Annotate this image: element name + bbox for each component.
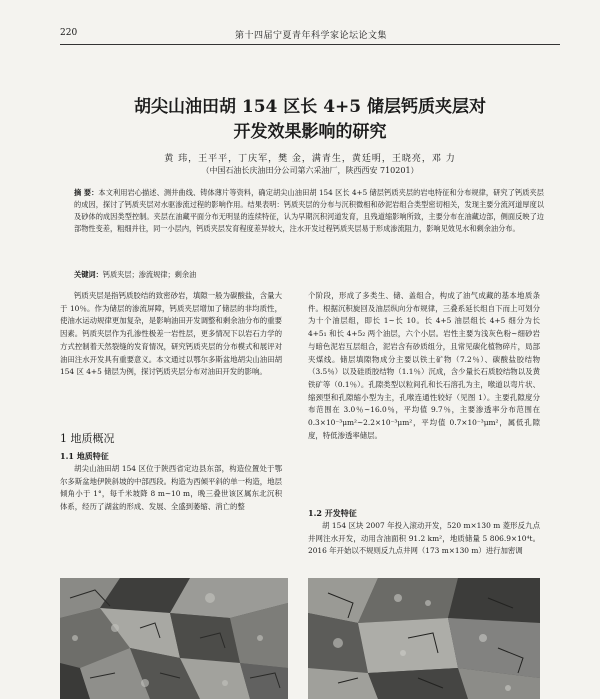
abstract-label: 摘 要： — [74, 188, 99, 197]
subsection-heading-geology: 1.1 地质特征 — [60, 451, 109, 461]
abstract-text: 本文利用岩心描述、测井曲线、铸体薄片等资料，确定胡尖山油田胡 154 区长 4+5 储层钙质夹层的岩电特征和分布规律，研究了钙质夹层的成因，探讨了钙质夹层对水驱渗流过程的影响作用。结果表明：钙质夹层的分布与沉积微相和砂泥岩组合类型密切相关，发现主要分流河道厚度以及砂体的成因类型控制。夹层在油藏平面分布无明显的连续特征，认为早期沉积河道发育，且残道缩影响所致，主要分布在油藏边部，侧面反映了边部物性变差，粗细并往，同一小层内，钙质夹层发育程度差异较大，注水开发过程钙质夹层易于形成渗流阻力，影响见效见水和剩余油分布。 — [74, 188, 544, 233]
section-heading-geology: 1 地质概况 — [60, 432, 115, 445]
development-paragraph: 胡 154 区块 2007 年投入滚动开发，520 m×130 m 菱形反九点井网注水开发，动用含油面积 91.2 km²，地质储量 5 806.9×10⁴t。2016 年开始以不规则反九点井网（173 m×130 m）进行加密调 — [308, 521, 540, 556]
intro-paragraph: 钙质夹层是指钙质胶结的致密砂岩，填隙一般为碳酸盐，含量大于 10％。作为储层的渗流屏障，钙质夹层增加了储层的非均质性，使油水运动规律更加复杂，是影响油田开发调整和剩余油分布的重要因素。钙质夹层作为孔渗性极差一岩性层，更多情况下以岩石力学的方式控制着天然裂缝的发育情况，研究钙质夹层的分布模式和展评对油田注水开发具有重要意义。本文通过以鄂尔多斯盆地胡尖山油田胡 154 区 4+5 储层为例，探讨钙质夹层分布对油田开发的影响。 — [60, 291, 282, 377]
keywords-label: 关键词： — [74, 270, 103, 279]
micrograph-left — [60, 578, 288, 699]
page-number: 220 — [60, 28, 78, 38]
micrograph-right — [308, 578, 540, 699]
running-title: 第十四届宁夏青年科学家论坛论文集 — [235, 31, 388, 41]
paper-title-line-2: 开发效果影响的研究 — [233, 122, 387, 142]
right-column-reservoir — [308, 290, 540, 442]
author-list: 黄 玮，王平平，丁庆军，樊 金，满青生，黄廷明，王晓亮，邓 力 — [164, 154, 456, 164]
right-column-development — [308, 520, 540, 558]
affiliation: （中国石油长庆油田分公司第六采油厂，陕西西安 710201） — [201, 166, 419, 175]
keywords-text: 钙质夹层；渗流规律；剩余油 — [102, 270, 197, 279]
keywords — [74, 270, 544, 280]
geology-paragraph: 胡尖山油田胡 154 区位于陕西省定边县东部，构造位置处于鄂尔多斯盆地伊陕斜坡的中部西段。构造为西倾平斜的单一构造，地层倾角小于 1°，每千米坡降 8 m~10 m，晚三叠世该区属东北沉积体系，经历了湖盆的形成、发展、全盛到萎缩、消亡的整 — [60, 464, 282, 512]
reservoir-paragraph: 个阶段，形成了多类生、储、盖组合，构成了油气成藏的基本地质条件。根据沉积旋回及油层纵向分布规律，三叠系延长组自下而上可划分为十个油层组，即长 1~长 10。长 4+5 油层组长 4+5 细分为长 4+5₁ 和长 4+5₂ 两个油层，六个小层。岩性主要为浅灰色粉~细砂岩与暗色泥岩互层组合，泥岩含有砂质组分，且常见碳化植物碎片，局部夹煤线。储层填隙物成分主要以铁土矿物（7.2％）、碳酸盐胶结物（3.5％）以及硅质胶结物（1.1％）沉成，含少量长石质胶结物以及黄铁矿等（0.1％）。孔隙类型以粒间孔和长石溶孔为主，喉道以弯片状、缩颈型和孔隙缩小型为主，孔喉连通性较好（见图 1）。主要孔隙度分布范围在 3.0％~16.0％，平均值 9.7％，主要渗透率分布范围在 0.3×10⁻³μm²~2.2×10⁻³μm²，平均值 0.7×10⁻³μm²，属低孔隙度，特低渗透率储层。 — [308, 291, 540, 440]
left-column-intro — [60, 290, 282, 379]
running-header — [60, 26, 560, 45]
subsection-heading-development: 1.2 开发特征 — [308, 508, 357, 518]
left-column-geology — [60, 463, 282, 514]
abstract — [74, 187, 544, 235]
paper-title-line-1: 胡尖山油田胡 154 区长 4+5 储层钙质夹层对 — [133, 97, 487, 117]
